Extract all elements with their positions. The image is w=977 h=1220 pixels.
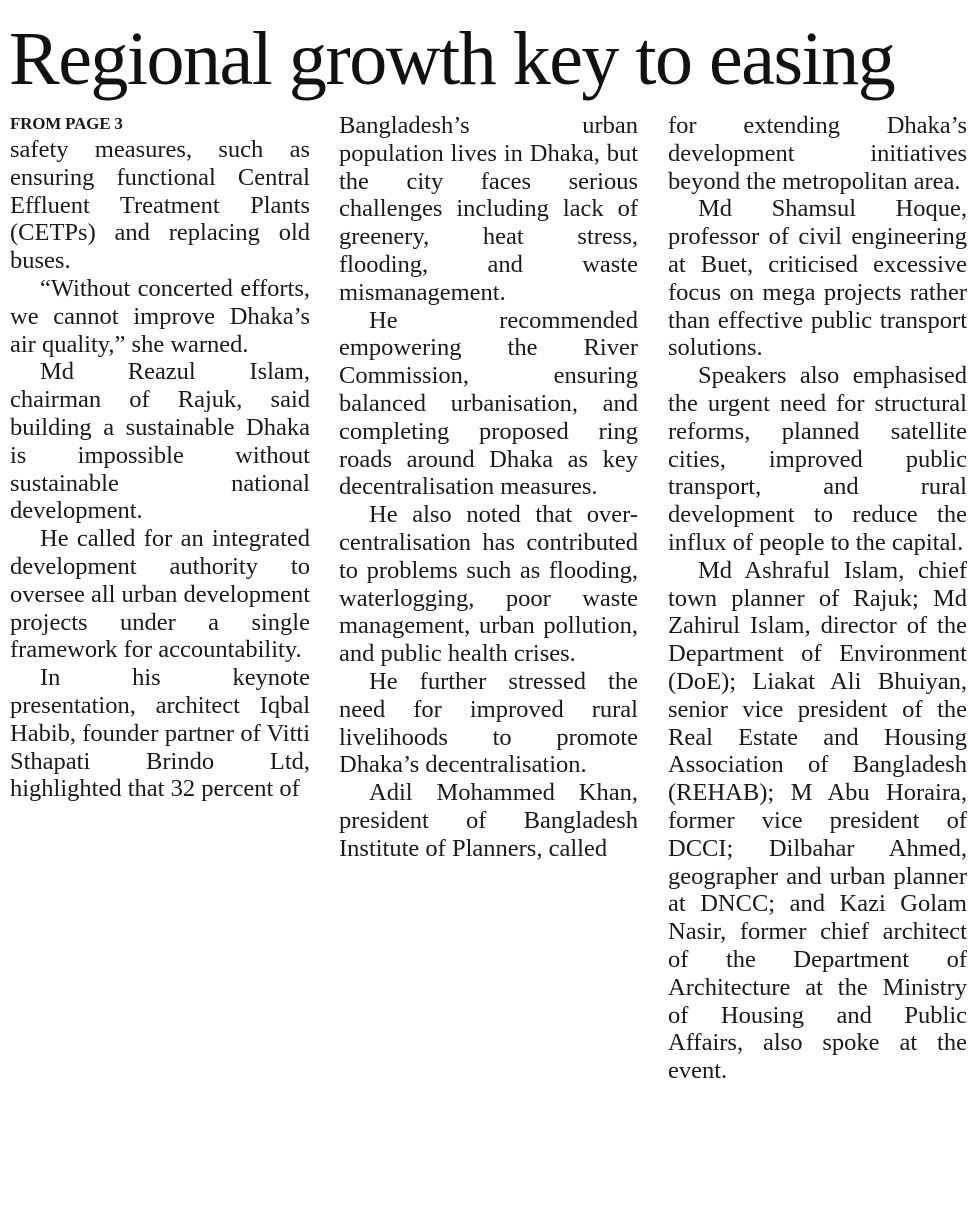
paragraph: “Without concerted efforts, we cannot improve Dhaka’s air quality,” she warned. [10,274,310,358]
jump-line: FROM PAGE 3 [10,114,123,133]
paragraph: Bangladesh’s urban population lives in Dhaka, but the city faces serious challenges including lack of greenery, heat stress, flooding, and waste mismanagement. [339,112,638,306]
paragraph: for extending Dhaka’s development initiatives beyond the metropolitan area. [668,112,967,195]
article-column-3 [668,112,967,1085]
article-column-2 [339,112,638,863]
headline: Regional growth key to easing [9,17,895,101]
paragraph: In his keynote presentation, architect Iqbal Habib, founder partner of Vitti Sthapati Brindo Ltd, highlighted that 32 percent of [10,664,310,803]
paragraph: He called for an integrated development authority to oversee all urban development projects under a single framework for accountability. [10,525,311,664]
paragraph: Md Ashraful Islam, chief town planner of Rajuk; Md Zahirul Islam, director of the Department of Environment (DoE); Liakat Ali Bhuiyan, senior vice president of the Real Estate and Housing Association of Bangladesh (REHAB); M Abu Horaira, former vice president of DCCI; Dilbahar Ahmed, geographer and urban planner at DNCC; and Kazi Golam Nasir, former chief architect of the Department of Architecture at the Ministry of Housing and Public Affairs, also spoke at the event. [668,556,967,1085]
paragraph: He recommended empowering the River Commission, ensuring balanced urbanisation, and completing proposed ring roads around Dhaka as key decentralisation measures. [339,306,638,501]
article-column-1 [10,112,310,803]
paragraph: Md Shamsul Hoque, professor of civil engineering at Buet, criticised excessive focus on mega projects rather than effective public transport solutions. [668,195,967,362]
paragraph: Adil Mohammed Khan, president of Bangladesh Institute of Planners, called [339,779,638,862]
paragraph: He also noted that over-centralisation has contributed to problems such as flooding, waterlogging, poor waste management, urban pollution, and public health crises. [339,501,638,668]
paragraph: safety measures, such as ensuring functional Central Effluent Treatment Plants (CETPs) and replacing old buses. [10,136,310,275]
paragraph: Md Reazul Islam, chairman of Rajuk, said building a sustainable Dhaka is impossible without sustainable national development. [10,358,310,525]
paragraph: He further stressed the need for improved rural livelihoods to promote Dhaka’s decentralisation. [339,667,638,779]
paragraph: Speakers also emphasised the urgent need for structural reforms, planned satellite cities, improved public transport, and rural development to reduce the influx of people to the capital. [668,362,967,556]
